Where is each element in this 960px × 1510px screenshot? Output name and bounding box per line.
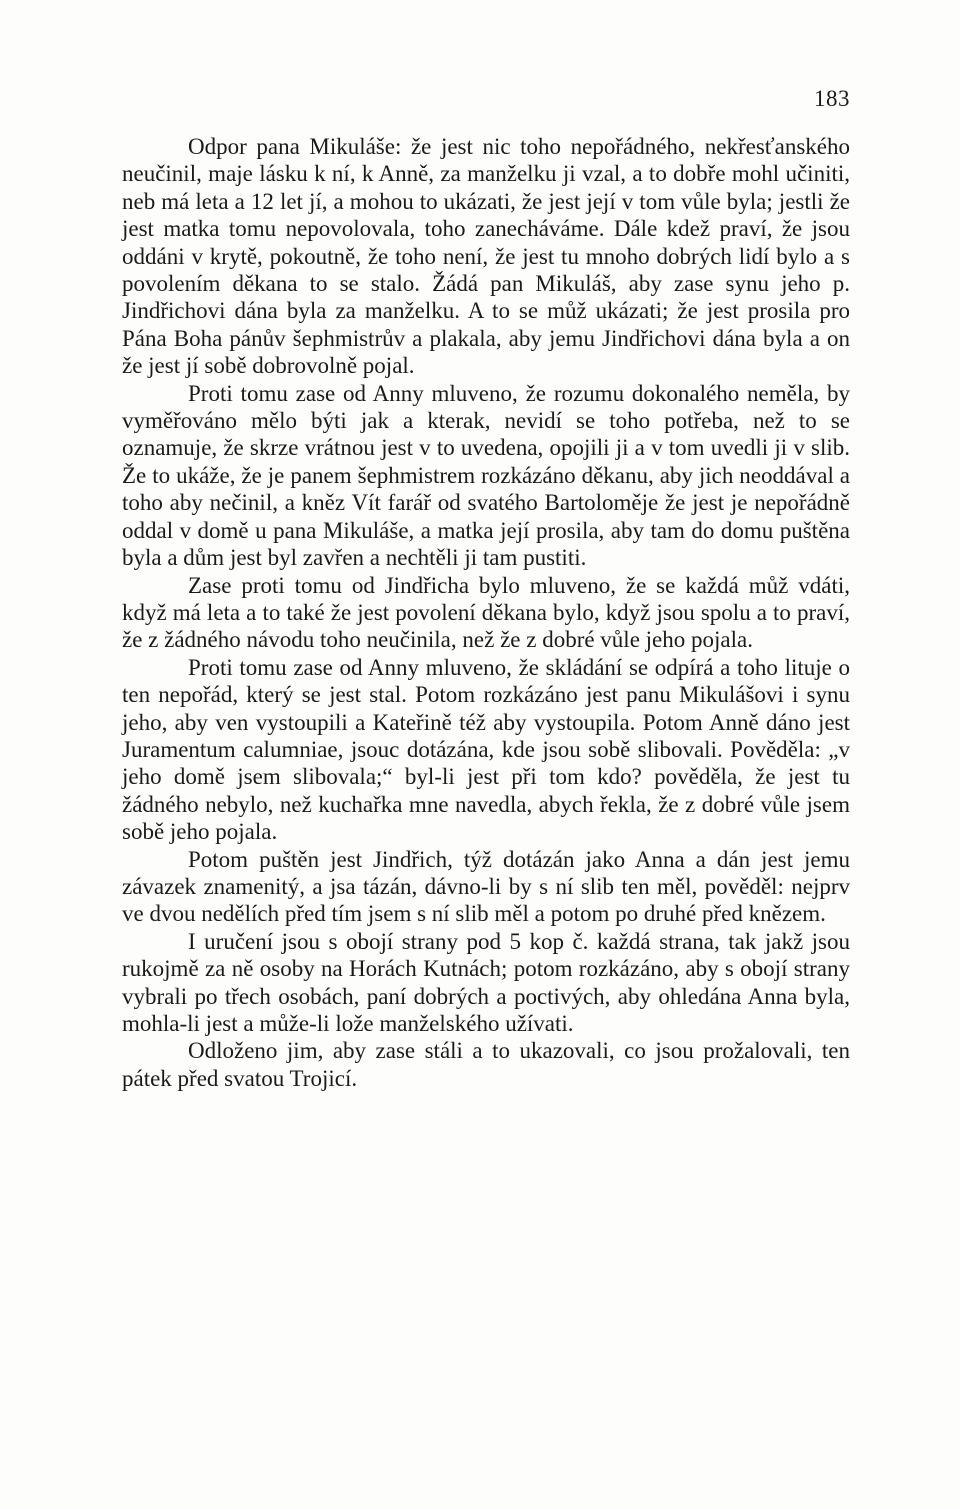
body-text [122, 133, 850, 1092]
paragraph: Odpor pana Mikuláše: že jest nic toho nepořádného, nekřesťanského neučinil, maje lásku k ní, k Anně, za manželku ji vzal, a to dobře mohl učiniti, neb má leta a 12 let jí, a mohou to ukázati, že jest její v tom vůle byla; jestli že jest matka tomu nepovolovala, toho zanecháváme. Dále kdež praví, že jsou oddáni v krytě, pokoutně, že toho není, že jest tu mnoho dobrých lidí bylo a s povolením děkana to se stalo. Žádá pan Mikuláš, aby zase synu jeho p. Jindřichovi dána byla za manželku. A to se můž ukázati; že jest prosila pro Pána Boha pánův šephmistrův a plakala, aby jemu Jindřichovi dána byla a on že jest jí sobě dobrovolně pojal. [122, 134, 850, 379]
paragraph: Zase proti tomu od Jindřicha bylo mluveno, že se každá můž vdáti, když má leta a to také že jest povolení děkana bylo, když jsou spolu a to praví, že z žádného návodu toho neučinila, než že z dobré vůle jeho pojala. [122, 572, 850, 653]
paragraph: Proti tomu zase od Anny mluveno, že rozumu dokonalého neměla, by vyměřováno mělo býti jak a kterak, nevidí se toho potřeba, než to se oznamuje, že skrze vrátnou jest v to uvedena, opojili ji a v tom uvedli ji v slib. Že to ukáže, že je panem šephmistrem rozkázáno děkanu, aby jich neoddával a toho aby nečinil, a kněz Vít farář od svatého Bartoloměje že jest je nepořádně oddal v domě u pana Mikuláše, a matka její prosila, aby tam do domu puštěna byla a dům jest byl zavřen a nechtěli ji tam pustiti. [122, 380, 850, 571]
paragraph: Potom puštěn jest Jindřich, týž dotázán jako Anna a dán jest jemu závazek znamenitý, a jsa tázán, dávno-li by s ní slib ten měl, pověděl: nejprv ve dvou nedělích před tím jsem s ní slib měl a potom po druhé před knězem. [122, 846, 850, 927]
paragraph: Proti tomu zase od Anny mluveno, že skládání se odpírá a toho lituje o ten nepořád, který se jest stal. Potom rozkázáno jest panu Mikulášovi i synu jeho, aby ven vystoupili a Kateřině též aby vystoupila. Potom Anně dáno jest Juramentum calumniae, jsouc dotázána, kde jsou sobě slibovali. Pověděla: „v jeho domě jsem slibovala;“ byl-li jest při tom kdo? pověděla, že jest tu žádného nebylo, než kuchařka mne navedla, abych řekla, že z dobré vůle jsem sobě jeho pojala. [122, 654, 850, 845]
paragraph: I uručení jsou s obojí strany pod 5 kop č. každá strana, tak jakž jsou rukojmě za ně osoby na Horách Kutnách; potom rozkázáno, aby s obojí strany vybrali po třech osobách, paní dobrých a poctivých, aby ohledána Anna byla, mohla-li jest a může-li lože manželského užívati. [122, 928, 850, 1036]
page-number: 183 [814, 86, 850, 111]
paragraph: Odloženo jim, aby zase stáli a to ukazovali, co jsou prožalovali, ten pátek před svatou Trojicí. [122, 1038, 850, 1091]
